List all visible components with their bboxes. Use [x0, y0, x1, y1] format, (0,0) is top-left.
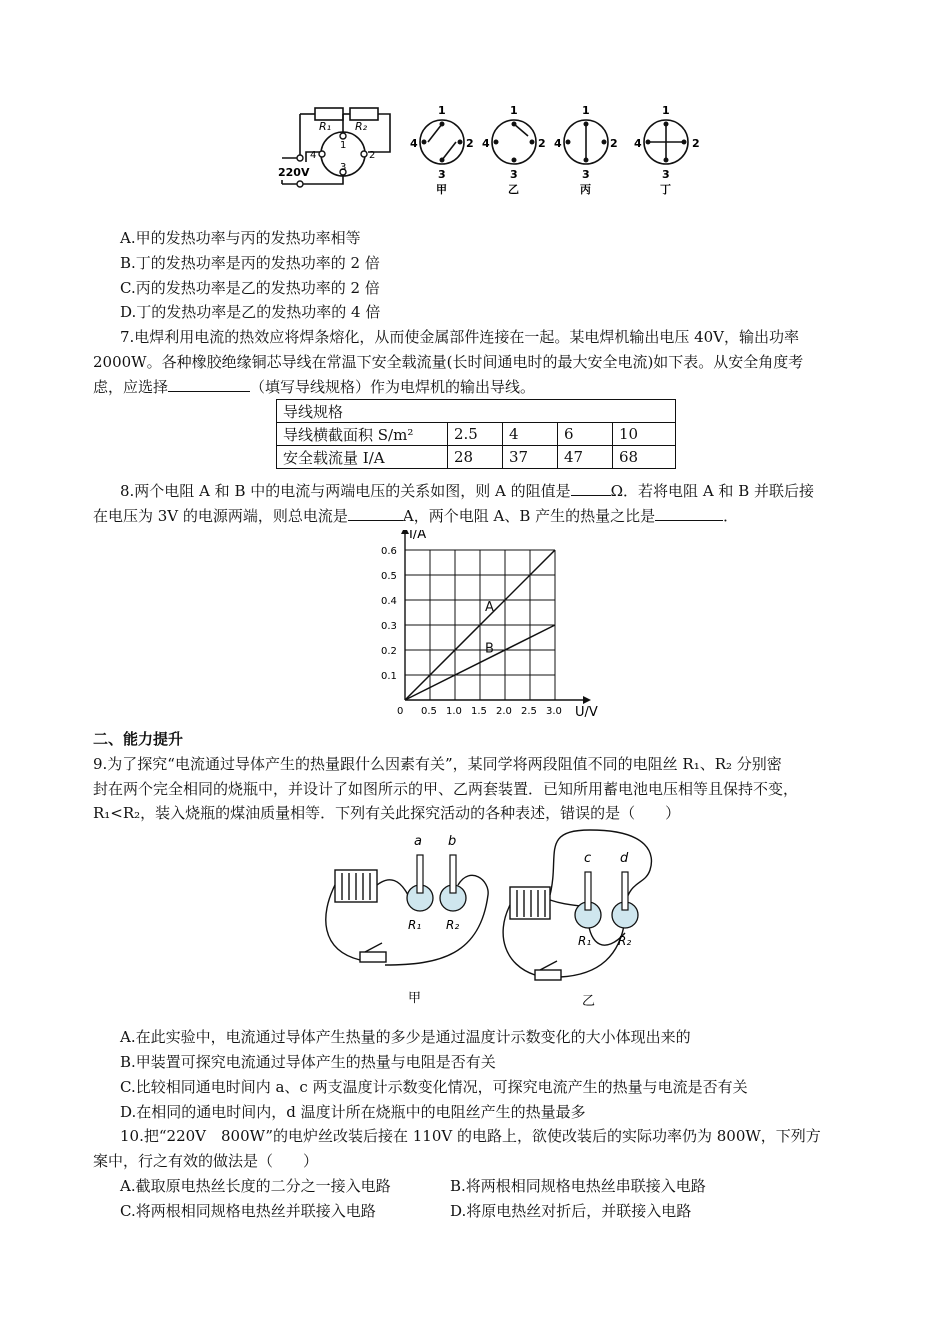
q9-line-3: R₁<R₂，装入烧瓶的煤油质量相等．下列有关此探究活动的各种表述，错误的是（ ）	[93, 804, 681, 822]
state-label-jia: 甲	[436, 183, 447, 196]
setup-label-yi: 乙	[582, 994, 596, 1009]
state-label-ding: 丁	[660, 183, 671, 196]
table-cell: 28	[448, 446, 503, 469]
terminal-4: 4	[310, 150, 317, 161]
table-row	[277, 423, 676, 446]
switch-circuit-figure	[270, 100, 730, 200]
label-r2-yi: R₂	[618, 934, 632, 948]
label-a: a	[414, 834, 422, 849]
q8-line-1-post: Ω．若将电阻 A 和 B 并联后接	[610, 482, 814, 500]
circuit-wire-left	[282, 114, 300, 158]
q10-line-2: 案中，行之有效的做法是（ ）	[93, 1152, 319, 1170]
bing-n2: 2	[610, 137, 618, 150]
yi-n4: 4	[482, 137, 490, 150]
heating-experiment-figure	[320, 825, 660, 1015]
label-d: d	[620, 851, 629, 866]
q7-line-1: 7.电焊利用电流的热效应将焊条熔化，从而使金属部件连接在一起。某电焊机输出电压 40V，输出功率	[120, 328, 800, 346]
y-tick-label: 0.6	[381, 546, 397, 557]
switch-state-ding	[634, 104, 700, 196]
bing-n1: 1	[582, 104, 590, 117]
q8-line-2-post: ．	[723, 507, 739, 525]
table-cell: 6	[558, 423, 613, 446]
table-cell: 2.5	[448, 423, 503, 446]
q7-answer-blank[interactable]	[168, 377, 250, 392]
r2-label: R₂	[355, 120, 368, 133]
label-r2-jia: R₂	[446, 918, 460, 932]
yi-n2: 2	[538, 137, 546, 150]
table-cell: 10	[613, 423, 676, 446]
yi-n1: 1	[510, 104, 518, 117]
row1-label: 导线横截面积 S/m²	[277, 423, 448, 446]
table-cell: 47	[558, 446, 613, 469]
ding-n3: 3	[662, 168, 670, 181]
switch-state-bing	[554, 104, 618, 196]
terminal-1: 1	[340, 140, 347, 151]
ding-n2: 2	[692, 137, 700, 150]
bing-n3: 3	[582, 168, 590, 181]
terminal-3: 3	[340, 162, 347, 173]
row2-label: 安全载流量 I/A	[277, 446, 448, 469]
switch-jia	[360, 952, 386, 962]
series-label-a: A	[485, 600, 494, 615]
setup-label-jia: 甲	[408, 991, 422, 1006]
jia-n2: 2	[466, 137, 474, 150]
x-tick-label: 1.0	[446, 706, 462, 717]
x-tick-label: 1.5	[471, 706, 487, 717]
q6-option-c: C.丙的发热功率是乙的发热功率的 2 倍	[120, 279, 380, 297]
q10-option-b: B.将两根相同规格电热丝串联接入电路	[450, 1177, 706, 1195]
bing-n4: 4	[554, 137, 562, 150]
resistor-r2	[350, 108, 378, 120]
label-c: c	[584, 851, 592, 866]
q9-option-d: D.在相同的通电时间内，d 温度计所在烧瓶中的电阻丝产生的热量最多	[120, 1103, 586, 1121]
q9-option-b: B.甲装置可探究电流通过导体产生的热量与电阻是否有关	[120, 1053, 496, 1071]
q8-line-2-pre: 在电压为 3V 的电源两端，则总电流是	[93, 507, 348, 525]
q8-line-2-mid: A，两个电阻 A、B 产生的热量之比是	[402, 507, 656, 525]
q8-blank-ratio[interactable]	[655, 506, 723, 521]
terminal-2: 2	[369, 150, 376, 161]
table-row	[277, 400, 676, 423]
label-r1-jia: R₁	[408, 918, 422, 932]
q10-option-a: A.截取原电热丝长度的二分之一接入电路	[120, 1177, 391, 1195]
x-tick-label: 0.5	[421, 706, 437, 717]
switch-state-yi	[482, 104, 546, 196]
q9-line-2: 封在两个完全相同的烧瓶中，并设计了如图所示的甲、乙两套装置．已知所用蓄电池电压相等且保持不变，	[93, 780, 799, 798]
q10-option-c: C.将两根相同规格电热丝并联接入电路	[120, 1202, 376, 1220]
x-tick-label: 0	[397, 706, 404, 717]
q9-line-1: 9.为了探究“电流通过导体产生的热量跟什么因素有关”，某同学将两段阻值不同的电阻丝 R₁、R₂ 分别密	[93, 755, 782, 773]
q9-option-c: C.比较相同通电时间内 a、c 两支温度计示数变化情况，可探究电流产生的热量与电流是否有关	[120, 1078, 748, 1096]
jia-n1: 1	[438, 104, 446, 117]
switch-yi	[535, 970, 561, 980]
resistor-r1	[315, 108, 343, 120]
jia-n4: 4	[410, 137, 418, 150]
q7-line-3	[93, 377, 535, 397]
switch-state-jia	[410, 104, 474, 196]
q8-line-2	[93, 506, 738, 526]
flask-d	[612, 872, 638, 928]
q6-option-a: A.甲的发热功率与丙的发热功率相等	[120, 229, 361, 247]
wire-spec-table	[276, 399, 676, 469]
q8-blank-resistance[interactable]	[571, 481, 611, 496]
yi-n3: 3	[510, 168, 518, 181]
x-tick-label: 2.0	[496, 706, 512, 717]
setup-jia	[326, 870, 488, 965]
y-tick-label: 0.2	[381, 646, 397, 657]
x-tick-label: 2.5	[521, 706, 537, 717]
table-title-cell: 导线规格	[277, 400, 676, 423]
q8-blank-current[interactable]	[348, 506, 403, 521]
table-cell: 68	[613, 446, 676, 469]
x-axis-arrow	[583, 696, 591, 704]
q6-option-d: D.丁的发热功率是乙的发热功率的 4 倍	[120, 303, 381, 321]
jia-n3: 3	[438, 168, 446, 181]
q8-line-1	[120, 481, 814, 501]
y-tick-label: 0.5	[381, 571, 397, 582]
series-label-b: B	[485, 641, 494, 657]
x-tick-label: 3.0	[546, 706, 562, 717]
label-b: b	[448, 834, 457, 849]
table-row	[277, 446, 676, 469]
q7-line-2: 2000W。各种橡胶绝缘铜芯导线在常温下安全载流量(长时间通电时的最大安全电流)如下表。从安全角度考	[93, 353, 804, 371]
y-tick-label: 0.1	[381, 671, 397, 682]
q10-option-d: D.将原电热丝对折后，并联接入电路	[450, 1202, 692, 1220]
q8-line-1-pre: 8.两个电阻 A 和 B 中的电流与两端电压的关系如图，则 A 的阻值是	[120, 482, 571, 500]
y-axis-arrow	[401, 530, 409, 534]
ding-n1: 1	[662, 104, 670, 117]
voltage-label: 220V	[278, 166, 310, 179]
q9-option-a: A.在此实验中，电流通过导体产生热量的多少是通过温度计示数变化的大小体现出来的	[120, 1028, 691, 1046]
battery-yi	[510, 887, 550, 919]
table-cell: 37	[503, 446, 558, 469]
ding-n4: 4	[634, 137, 642, 150]
q6-option-b: B.丁的发热功率是丙的发热功率的 2 倍	[120, 254, 380, 272]
y-tick-label: 0.3	[381, 621, 397, 632]
q7-line-3-pre: 虑，应选择	[93, 378, 169, 396]
x-axis-label: U/V	[575, 705, 598, 720]
flask-a	[407, 855, 433, 911]
q7-line-3-post: （填写导线规格）作为电焊机的输出导线。	[250, 378, 536, 396]
q10-line-1: 10.把“220V 800W”的电炉丝改装后接在 110V 的电路上，欲使改装后的实际功率仍为 800W，下列方	[120, 1127, 821, 1145]
iu-graph	[360, 530, 620, 725]
flask-c	[575, 872, 601, 928]
state-label-bing: 丙	[580, 183, 591, 196]
r1-label: R₁	[319, 120, 332, 133]
y-tick-label: 0.4	[381, 596, 397, 607]
state-label-yi: 乙	[508, 183, 519, 196]
y-axis-label: I/A	[409, 530, 427, 542]
section-heading: 二、能力提升	[93, 730, 184, 748]
flask-b	[440, 855, 466, 911]
table-cell: 4	[503, 423, 558, 446]
label-r1-yi: R₁	[578, 934, 592, 948]
